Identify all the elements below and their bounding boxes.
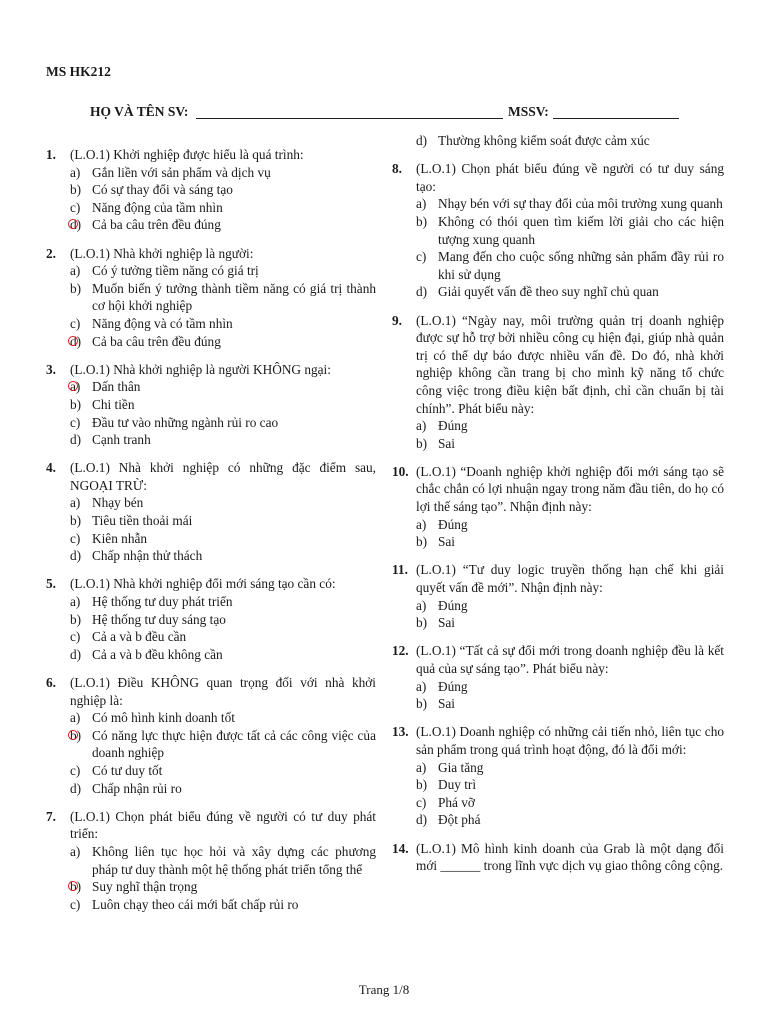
option-letter [416, 811, 438, 829]
question-block [46, 674, 376, 797]
option-letter-text: c) [70, 530, 81, 546]
option-letter [70, 378, 92, 396]
option-letter [70, 530, 92, 548]
option-letter-text: a) [416, 196, 427, 212]
option-letter [70, 199, 92, 217]
option-letter [416, 678, 438, 696]
option-letter [416, 533, 438, 551]
question-number: 14. [392, 840, 409, 856]
option-letter [416, 794, 438, 812]
option-letter-text: d) [70, 333, 82, 349]
option-letter-text: c) [70, 414, 81, 430]
question-stem [392, 642, 724, 677]
question-stem [46, 245, 376, 263]
option-letter-text: a) [416, 759, 427, 775]
option-letter [416, 759, 438, 777]
answer-option[interactable] [46, 262, 376, 280]
answer-option[interactable] [392, 614, 724, 632]
option-letter [70, 512, 92, 530]
question-number: 2. [46, 245, 56, 261]
option-letter-text: c) [70, 896, 81, 912]
option-letter [70, 547, 92, 565]
answer-option[interactable] [46, 646, 376, 664]
option-text: Phá vỡ [438, 794, 475, 810]
question-number: 4. [46, 460, 56, 476]
answer-option[interactable] [46, 431, 376, 449]
question-text: (L.O.1) Nhà khởi nghiệp có những đặc điểm sau, NGOẠI TRỪ: [70, 460, 376, 493]
option-text: Đúng [438, 678, 468, 694]
option-letter [70, 646, 92, 664]
student-name-field[interactable] [196, 118, 503, 119]
option-text: Có tư duy tốt [92, 762, 163, 778]
question-text: (L.O.1) Nhà khởi nghiệp là người: [70, 245, 254, 261]
option-letter-text: b) [416, 615, 428, 631]
question-number: 12. [392, 643, 409, 659]
answer-option[interactable] [46, 333, 376, 351]
option-letter [416, 776, 438, 794]
option-letter [70, 780, 92, 798]
answer-option[interactable] [392, 248, 724, 283]
question-block [46, 459, 376, 565]
option-letter [70, 896, 92, 914]
option-text: Nhạy bén [92, 495, 144, 511]
option-letter-text: a) [70, 710, 81, 726]
question-stem [392, 312, 724, 418]
student-id-field[interactable] [553, 118, 679, 119]
answer-option[interactable] [46, 709, 376, 727]
answer-option[interactable] [392, 195, 724, 213]
option-letter [70, 414, 92, 432]
option-letter-text: d) [70, 780, 82, 796]
option-letter-text: d) [70, 432, 82, 448]
option-letter-text: a) [70, 164, 81, 180]
option-text: Không có thói quen tìm kiếm lời giải cho các hiện tượng xung quanh [438, 213, 724, 247]
option-letter-text: b) [70, 396, 82, 412]
option-letter [416, 597, 438, 615]
option-letter [70, 315, 92, 333]
question-block [392, 312, 724, 453]
answer-option[interactable] [46, 547, 376, 565]
answer-option[interactable] [392, 283, 724, 301]
question-block [392, 642, 724, 712]
option-text: Mang đến cho cuộc sống những sản phẩm đầy rủi ro khi sử dụng [438, 249, 724, 282]
question-stem [392, 840, 724, 875]
page-number: Trang 1/8 [358, 982, 410, 997]
option-letter [70, 262, 92, 280]
option-text: Muốn biến ý tưởng thành tiềm năng có giá trị thành cơ hội khởi nghiệp [92, 280, 376, 314]
answer-option[interactable] [46, 780, 376, 798]
answer-option[interactable] [392, 695, 724, 713]
question-stem [46, 459, 376, 494]
option-text: Có mô hình kinh doanh tốt [92, 710, 235, 726]
option-letter-text: a) [416, 678, 427, 694]
answer-option[interactable] [46, 181, 376, 199]
answer-option[interactable] [46, 216, 376, 234]
answer-option[interactable] [392, 516, 724, 534]
question-text: (L.O.1) Nhà khởi nghiệp đổi mới sáng tạo cần có: [70, 576, 336, 592]
option-text: Giải quyết vấn đề theo suy nghĩ chủ quan [438, 284, 659, 300]
question-number: 8. [392, 161, 402, 177]
option-letter [70, 216, 92, 234]
option-letter [70, 843, 92, 878]
question-text: (L.O.1) Mô hình kinh doanh của Grab là một dạng đổi mới ______ trong lĩnh vực dịch vụ giao thông công cộng. [416, 840, 724, 874]
option-letter-text: c) [70, 315, 81, 331]
option-letter [70, 709, 92, 727]
question-text: (L.O.1) “Tư duy logic truyền thống hạn chế khi giải quyết vấn đề mới”. Nhận định này: [416, 562, 724, 596]
answer-option[interactable] [392, 759, 724, 777]
question-number: 11. [392, 562, 408, 578]
option-letter [70, 593, 92, 611]
answer-option[interactable] [392, 435, 724, 453]
option-letter-text: d) [70, 548, 82, 564]
answer-option[interactable] [46, 414, 376, 432]
option-text: Sai [438, 696, 455, 712]
option-text: Sai [438, 615, 455, 631]
answer-option[interactable] [46, 315, 376, 333]
question-stem [46, 674, 376, 709]
question-text: (L.O.1) Khởi nghiệp được hiểu là quá trình: [70, 147, 304, 162]
option-text: Thường không kiểm soát được cảm xúc [438, 133, 650, 148]
option-text: Có sự thay đổi và sáng tạo [92, 182, 233, 198]
option-letter-text: b) [416, 777, 428, 793]
answer-option[interactable] [46, 530, 376, 548]
option-text: Năng động của tầm nhìn [92, 199, 223, 215]
option-letter-text: d) [416, 284, 428, 300]
answer-option[interactable] [46, 843, 376, 878]
question-number: 7. [46, 808, 56, 824]
question-stem [392, 723, 724, 758]
question-text: (L.O.1) “Tất cả sự đổi mới trong doanh nghiệp đều là kết quả của sự sáng tạo”. Phát biểu này: [416, 643, 724, 676]
option-letter [70, 727, 92, 762]
option-text: Không liên tục học hỏi và xây dựng các phương pháp tư duy thành một hệ thống phát triển tổng thể [92, 843, 376, 877]
option-letter [70, 878, 92, 896]
question-block [46, 146, 376, 234]
question-number: 6. [46, 675, 56, 690]
option-text: Cạnh tranh [92, 432, 151, 448]
option-letter-text: a) [416, 516, 427, 532]
answer-option[interactable] [392, 776, 724, 794]
question-block [46, 245, 376, 351]
option-text: Dấn thân [92, 379, 141, 395]
option-letter [70, 333, 92, 351]
answer-option[interactable] [46, 494, 376, 512]
question-stem [46, 808, 376, 843]
question-stem [46, 575, 376, 593]
answer-option[interactable] [392, 132, 724, 150]
option-letter [416, 695, 438, 713]
option-text: Nhạy bén với sự thay đổi của môi trường xung quanh [438, 196, 723, 212]
question-stem [46, 361, 376, 379]
question-block [392, 840, 724, 875]
option-letter [416, 435, 438, 453]
option-letter [70, 181, 92, 199]
question-text: (L.O.1) Chọn phát biểu đúng về người có tư duy phát triển: [70, 808, 376, 842]
exam-code: MS HK212 [46, 64, 111, 79]
option-text: Hệ thống tư duy phát triển [92, 594, 233, 610]
student-id-label: MSSV: [508, 104, 549, 119]
option-letter [70, 280, 92, 315]
answer-option[interactable] [46, 727, 376, 762]
answer-option[interactable] [46, 762, 376, 780]
option-letter [70, 494, 92, 512]
answer-option[interactable] [46, 378, 376, 396]
option-letter-text: b) [70, 280, 82, 296]
option-letter-text: b) [70, 611, 82, 627]
option-text: Suy nghĩ thận trọng [92, 879, 198, 895]
option-letter: d) [416, 133, 428, 148]
question-block [392, 160, 724, 301]
option-letter [416, 614, 438, 632]
question-block [392, 723, 724, 829]
answer-option[interactable] [392, 811, 724, 829]
answer-mark-icon [68, 336, 78, 346]
option-text: Đầu tư vào những ngành rủi ro cao [92, 414, 279, 430]
option-letter [70, 396, 92, 414]
option-text: Cả a và b đều không cần [92, 646, 223, 662]
option-text: Chấp nhận rủi ro [92, 780, 182, 796]
option-letter-text: c) [70, 629, 81, 645]
answer-option[interactable] [392, 417, 724, 435]
option-text: Luôn chạy theo cái mới bất chấp rủi ro [92, 896, 299, 912]
option-text: Sai [438, 435, 455, 451]
option-letter [70, 611, 92, 629]
student-name-label: HỌ VÀ TÊN SV: [90, 104, 189, 119]
option-letter-text: b) [416, 696, 428, 712]
option-letter [416, 248, 438, 283]
question-text: (L.O.1) Doanh nghiệp có những cải tiến nhỏ, liên tục cho sản phẩm trong quá trình hoạt động, đó là đổi mới: [416, 724, 724, 757]
question-number: 3. [46, 361, 56, 377]
option-text: Chi tiền [92, 396, 135, 412]
option-text: Đúng [438, 418, 468, 434]
answer-option[interactable] [46, 164, 376, 182]
option-text: Năng động và có tầm nhìn [92, 315, 233, 331]
option-text: Đúng [438, 597, 468, 613]
question-stem [392, 160, 724, 195]
option-letter-text: c) [70, 199, 81, 215]
answer-option[interactable] [46, 878, 376, 896]
option-letter-text: a) [70, 379, 81, 395]
option-text: Có ý tưởng tiềm năng có giá trị [92, 263, 259, 279]
option-letter [416, 516, 438, 534]
option-text: Có năng lực thực hiện được tất cả các công việc của doanh nghiệp [92, 727, 376, 761]
option-letter-text: a) [70, 594, 81, 610]
option-letter-text: d) [416, 812, 428, 828]
option-letter-text: b) [70, 182, 82, 198]
answer-option[interactable] [46, 199, 376, 217]
answer-option[interactable] [46, 896, 376, 914]
answer-option[interactable] [46, 280, 376, 315]
option-text: Duy trì [438, 777, 477, 793]
right-column [392, 132, 724, 885]
option-text: Cả a và b đều cần [92, 629, 187, 645]
option-text: Tiêu tiền thoải mái [92, 513, 193, 529]
option-letter-text: b) [70, 879, 82, 895]
question-block [46, 361, 376, 449]
question-number: 9. [392, 312, 402, 328]
question-text: (L.O.1) Chọn phát biểu đúng về người có tư duy sáng tạo: [416, 161, 724, 194]
option-text: Kiên nhẫn [92, 530, 148, 546]
option-text: Đúng [438, 516, 468, 532]
answer-mark-icon [68, 730, 78, 740]
option-letter [70, 431, 92, 449]
question-text: (L.O.1) Điều KHÔNG quan trọng đối với nhà khởi nghiệp là: [70, 675, 376, 708]
question-text: (L.O.1) “Ngày nay, môi trường quản trị doanh nghiệp được sự hỗ trợ bởi nhiều công cụ hiện đại, giúp nhà quản trị có thể dự báo được nhiều vấn đề. Do đó, nhà khởi nghiệp không cần trang bị cho mình kỹ năng tổ chức công việc trong điều kiện bất định, chỉ cần chuẩn bị tài chính”. Phát biểu này: [416, 312, 724, 416]
option-text: Cả ba câu trên đều đúng [92, 333, 221, 349]
question-block [392, 463, 724, 551]
option-letter [416, 195, 438, 213]
answer-option[interactable] [46, 611, 376, 629]
option-letter [70, 628, 92, 646]
option-letter [70, 762, 92, 780]
option-text: Gắn liền với sản phẩm và dịch vụ [92, 164, 271, 180]
option-text: Chấp nhận thử thách [92, 548, 203, 564]
option-letter [70, 164, 92, 182]
answer-option[interactable] [46, 593, 376, 611]
answer-option[interactable] [46, 628, 376, 646]
question-number: 10. [392, 463, 409, 479]
option-letter-text: c) [416, 249, 427, 265]
option-letter-text: a) [70, 495, 81, 511]
option-letter-text: a) [70, 843, 81, 859]
option-letter-text: c) [70, 762, 81, 778]
option-text: Hệ thống tư duy sáng tạo [92, 611, 226, 627]
question-number: 1. [46, 147, 56, 162]
left-column [46, 146, 376, 924]
answer-option[interactable] [392, 533, 724, 551]
option-letter-text: b) [416, 534, 428, 550]
question-stem [46, 146, 376, 164]
answer-option[interactable] [392, 597, 724, 615]
answer-option[interactable] [46, 396, 376, 414]
question-block [392, 561, 724, 631]
option-letter-text: b) [416, 435, 428, 451]
option-text: Đột phá [438, 812, 481, 828]
question-block [46, 808, 376, 914]
option-text: Cả ba câu trên đều đúng [92, 217, 221, 233]
question-number: 5. [46, 576, 56, 592]
option-letter [416, 417, 438, 435]
question-stem [392, 463, 724, 516]
option-letter-text: d) [70, 646, 82, 662]
option-letter-text: c) [416, 794, 427, 810]
option-letter [416, 283, 438, 301]
answer-option[interactable] [392, 213, 724, 248]
option-letter-text: d) [70, 217, 82, 233]
option-letter-text: b) [70, 513, 82, 529]
question-number: 13. [392, 724, 409, 740]
question-text: (L.O.1) Nhà khởi nghiệp là người KHÔNG ngại: [70, 361, 331, 377]
question-text: (L.O.1) “Doanh nghiệp khởi nghiệp đổi mới sáng tạo sẽ chắc chắn có lợi nhuận ngay trong năm đầu tiên, do họ có lợi thế sáng tạo”. Nhận định này: [416, 463, 724, 515]
option-text: Sai [438, 534, 455, 550]
option-letter-text: a) [70, 263, 81, 279]
question-block [46, 575, 376, 663]
question-stem [392, 561, 724, 596]
option-letter-text: a) [416, 418, 427, 434]
option-letter [416, 213, 438, 248]
option-text: Gia tăng [438, 759, 484, 775]
answer-option[interactable] [46, 512, 376, 530]
option-letter-text: b) [70, 727, 82, 743]
answer-option[interactable] [392, 678, 724, 696]
answer-option[interactable] [392, 794, 724, 812]
option-letter-text: b) [416, 213, 428, 229]
option-letter-text: a) [416, 597, 427, 613]
